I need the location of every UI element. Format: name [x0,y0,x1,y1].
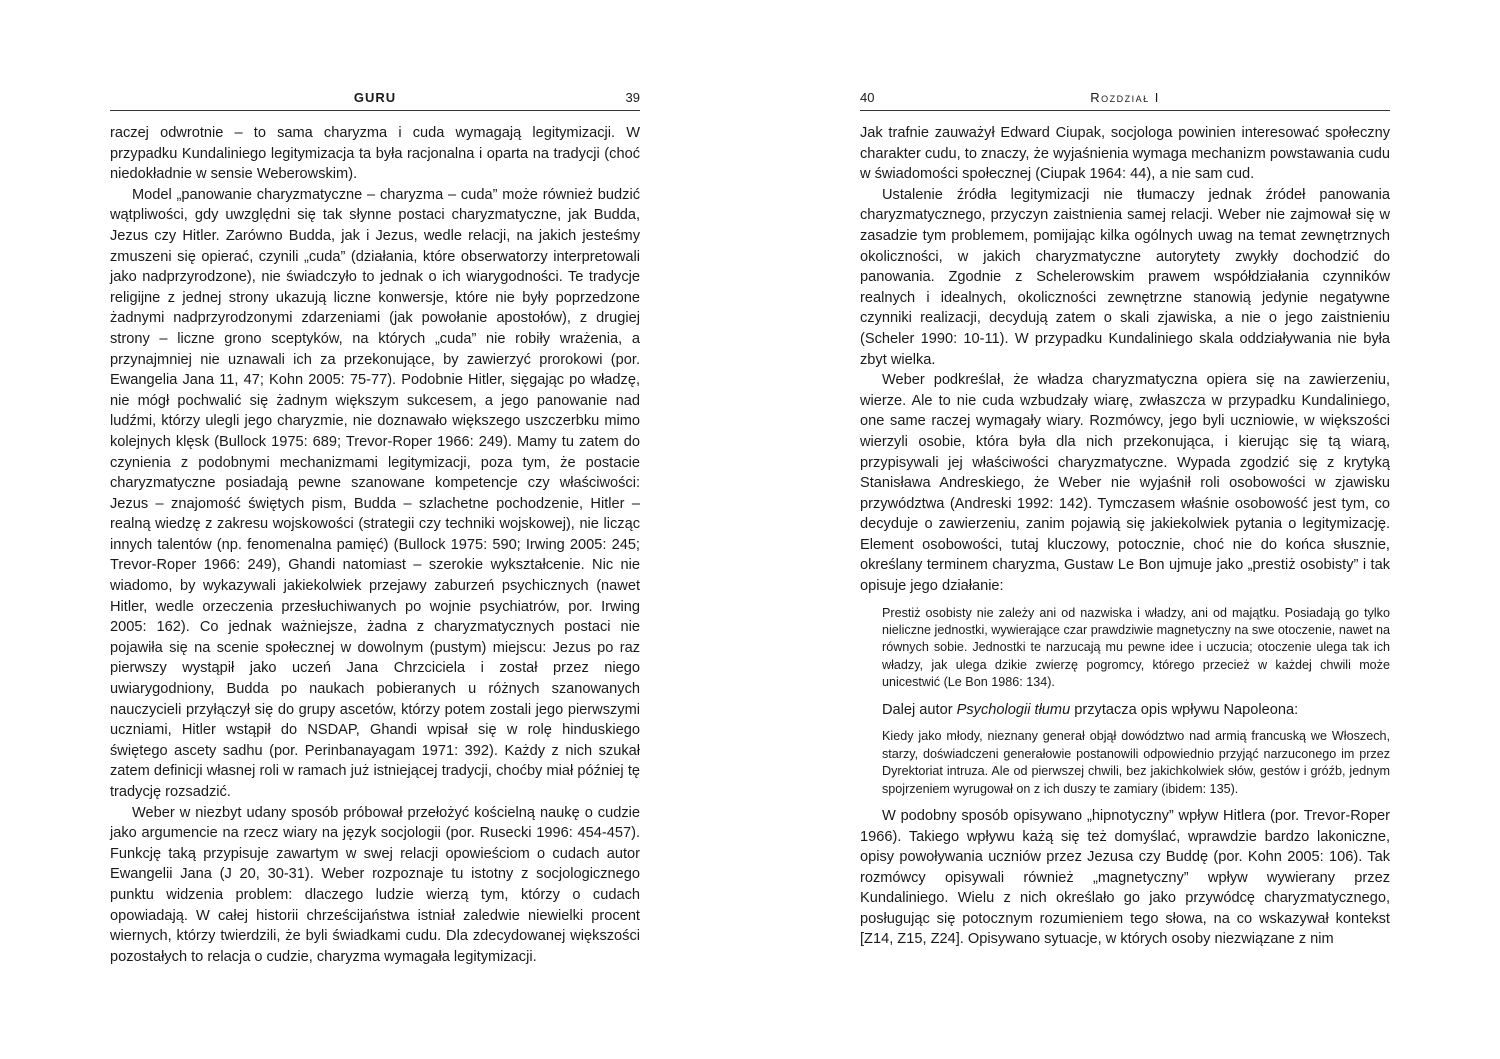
right-page [860,88,1390,950]
block-quote-napoleon: Kiedy jako młody, nieznany generał objął dowództwo nad armią francuską we Włoszech, starzy, doświadczeni generałowie postanowili odpowiednio przyjąć narzuconego im przez Dyrektoriat intruza. Ale od pierwszej chwili, bez jakichkolwiek słów, gestów i gróźb, jednym spojrzeniem wyrugował on z ich duszy te zamiary (ibidem: 135). [882,729,1390,796]
left-paragraph-3: Weber w niezbyt udany sposób próbował przełożyć kościelną naukę o cudzie jako argumencie na rzecz wiary na język socjologii (por. Rusecki 1996: 454-457). Funkcję taką przypisuje zawartym w swej relacji opowieściom o cudach autor Ewangelii Jana (J 20, 30-31). Weber rozpoznaje tu istotny z socjologicznego punktu widzenia problem: dlaczego ludzie wierzą tym, którzy o cudach opowiadają. W całej historii chrześcijaństwa istniał zaledwie niewielki procent wiernych, którzy twierdzili, że byli świadkami cudu. Dla zdecydowanej większości pozostałych to relacja o cudzie, charyzma wymagała legitymizacji. [110,804,640,965]
right-paragraph-3: Weber podkreślał, że władza charyzmatyczna opiera się na zawierzeniu, wierze. Ale to nie cuda wzbudzały wiarę, zwłaszcza w przypadku Kundaliniego, one same raczej wymagały wiary. Rozmówcy, jego byli uczniowie, w większości wierzyli osobie, która była dla nich przekonująca, i kierując się tą wiarą, przypisywali jej właściwości charyzmatyczne. Wypada zgodzić się z krytyką Stanisława Andreskiego, że Weber nie wyjaśnił roli osobowości w zjawisku przywództwa (Andreski 1992: 142). Tymczasem właśnie osobowość jest tym, co decyduje o zawierzeniu, zanim pojawią się jakiekolwiek pytania o legitymizację. Element osobowości, tutaj kluczowy, potocznie, choć nie do końca słusznie, określany terminem charyzma, Gustaw Le Bon ujmuje jako „prestiż osobisty” i tak opisuje jego działanie: [860,372,1390,595]
left-paragraph-1: raczej odwrotnie – to sama charyzma i cuda wymagają legitymizacji. W przypadku Kundaliniego legitymizacja ta była racjonalna i oparta na tradycji (choć niedokładnie w sensie Weberowskim). [110,125,640,183]
right-body-text [860,123,1390,950]
right-running-head [860,88,1390,111]
left-running-head [110,88,640,111]
right-page-number: 40 [860,90,875,105]
left-body-text [110,123,640,967]
quote-intro [860,700,1390,721]
left-page-number: 39 [625,90,640,105]
left-page [110,88,640,967]
quote-intro-after: przytacza opis wpływu Napoleona: [1070,701,1299,718]
right-header-title: Rozdział I [1090,90,1160,105]
block-quote-le-bon: Prestiż osobisty nie zależy ani od nazwiska i władzy, ani od majątku. Posiadają go tylko nieliczne jednostki, wywierające czar prawdziwie magnetyczny na swe otoczenie, nawet na równych sobie. Jednostki te narzucają mu pewne idee i uczucia; otoczenie ulega tak ich władzy, jak ulega dzikie zwierzę pogromcy, którego przecież w każdej chwili może unicestwić (Le Bon 1986: 134). [882,605,1390,690]
quote-intro-before: Dalej autor [882,701,957,718]
left-paragraph-2: Model „panowanie charyzmatyczne – charyzma – cuda” może również budzić wątpliwości, gdy uwzględni się tak słynne postaci charyzmatyczne, jak Budda, Jezus czy Hitler. Zarówno Budda, jak i Jezus, wedle relacji, na jakich jesteśmy zmuszeni się opierać, czynili „cuda” (działania, które obserwatorzy interpretowali jako nadprzyrodzone), nie świadczyło to jednak o ich wiarygodności. Te tradycje religijne z jednej strony ukazują liczne konwersje, które nie były poprzedzone żadnymi nadprzyrodzonymi zdarzeniami (jak powołanie apostołów), z drugiej strony – liczne grono sceptyków, na których „cuda” nie robiły wrażenia, a przynajmniej nie uznawali ich za przekonujące, by zawierzyć prorokowi (por. Ewangelia Jana 11, 47; Kohn 2005: 75-77). Podobnie Hitler, sięgając po władzę, nie mógł pochwalić się żadnym większym sukcesem, a jego panowanie nad ludźmi, którzy ulegli jego charyzmie, nie doznawało większego uszczerbku mimo kolejnych klęsk (Bullock 1975: 689; Trevor-Roper 1966: 249). Mamy tu zatem do czynienia z podobnymi mechanizmami legitymizacji, poza tym, że postacie charyzmatyczne posiadają pewne szanowane kompetencje czy właściwości: Jezus – znajomość świętych pism, Budda – szlachetne pochodzenie, Hitler – realną wiedzę z zakresu wojskowości (strategii czy techniki wojskowej), nie licząc innych talentów (np. fenomenalna pamięć) (Bullock 1975: 590; Irwing 2005: 245; Trevor-Roper 1966: 249), Ghandi natomiast – szerokie wykształcenie. Nic nie wiadomo, by wykazywali jakiekolwiek przejawy zaburzeń psychicznych (nawet Hitler, wedle orzeczenia przesłuchiwanych po wojnie psychiatrów, por. Irwing 2005: 162). Co jednak ważniejsze, żadna z charyzmatycznych postaci nie pojawiła się na scenie społecznej w dowolnym (pustym) miejscu: Jezus po raz pierwszy wystąpił jako uczeń Jana Chrzciciela i został przez niego uwiarygodniony, Budda po naukach pobieranych u różnych szanowanych nauczycieli przyłączył się do grupy ascetów, którzy potem zostali jego pierwszymi uczniami, Hitler wstąpił do NSDAP, Ghandi wpisał się w rolę hinduskiego świętego ascety sadhu (por. Perinbanayagam 1971: 392). Każdy z nich szukał zatem definicji własnej roli w ramach już istniejącej tradycji, choćby miał później tę tradycję rozsadzić. [110,186,640,800]
right-paragraph-4: W podobny sposób opisywano „hipnotyczny” wpływ Hitlera (por. Trevor-Roper 1966). Takiego wpływu każą się też domyślać, wprawdzie bardzo lakoniczne, opisy powoływania uczniów przez Jezusa czy Buddę (por. Kohn 2005: 106). Tak rozmówcy opisywali również „magnetyczny” wpływ wywierany przez Kundaliniego. Wielu z nich określało go jako przywódcę charyzmatycznego, posługując się potocznym rozumieniem tego słowa, na co wskazywał kontekst [Z14, Z15, Z24]. Opisywano sytuacje, w których osoby niezwiązane z nim [860,807,1390,948]
left-header-title: GURU [353,90,397,105]
quote-intro-book-title: Psychologii tłumu [956,701,1071,718]
right-paragraph-1: Jak trafnie zauważył Edward Ciupak, socjologa powinien interesować społeczny charakter cudu, to znaczy, że wyjaśnienia wymaga mechanizm powstawania cudu w świadomości społecznej (Ciupak 1964: 44), a nie sam cud. [860,125,1390,183]
right-paragraph-2: Ustalenie źródła legitymizacji nie tłumaczy jednak źródeł panowania charyzmatycznego, przyczyn zaistnienia samej relacji. Weber nie zajmował się w zasadzie tym problemem, pomijając kilka ogólnych uwag na temat zewnętrznych okoliczności, w jakich charyzmatyczne autorytety zwykły dochodzić do panowania. Zgodnie z Schelerowskim prawem współdziałania czynników realnych i idealnych, okoliczności zewnętrzne stanowią jedynie negatywne czynniki realizacji, decydują zatem o skali zjawiska, a nie o jego zaistnieniu (Scheler 1990: 10-11). W przypadku Kundaliniego skala oddziaływania nie była zbyt wielka. [860,186,1390,368]
